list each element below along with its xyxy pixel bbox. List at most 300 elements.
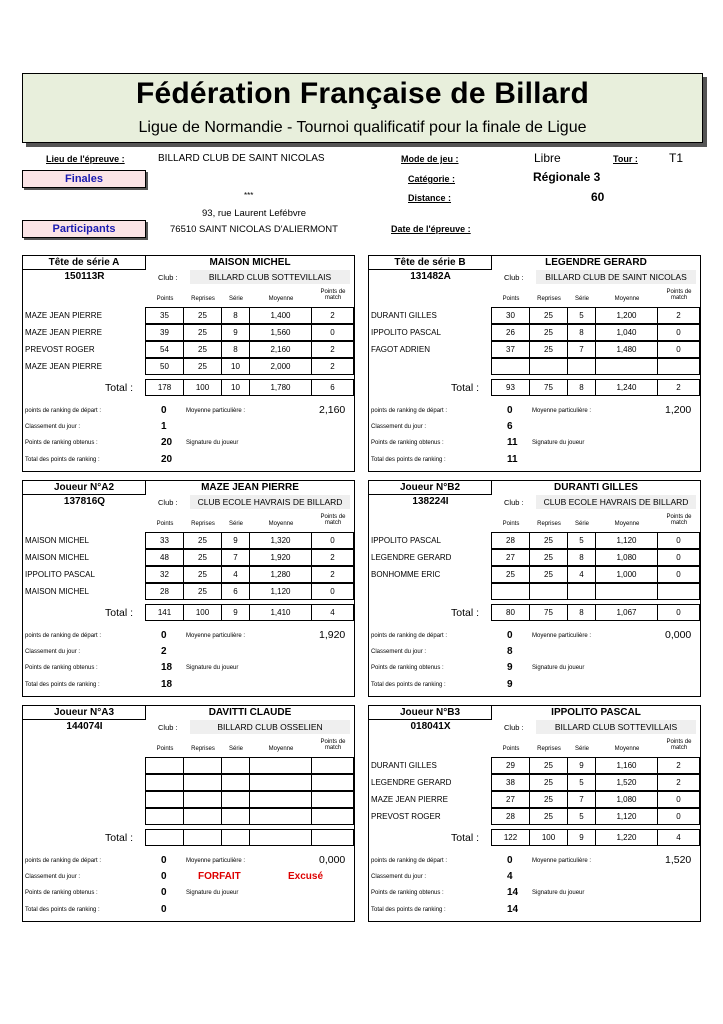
table-cell: 48 (145, 549, 184, 566)
date-label: Date de l'épreuve : (391, 224, 471, 234)
table-cell (183, 808, 222, 825)
player-panel (22, 705, 355, 922)
table-cell: 1,120 (595, 532, 658, 549)
player-name: IPPOLITO PASCAL (551, 707, 641, 718)
table-row (23, 775, 354, 792)
lieu-value: BILLARD CLUB DE SAINT NICOLAS (158, 153, 325, 164)
panel-label: Joueur N°A2 (23, 481, 146, 495)
total-cell: 6 (311, 379, 354, 396)
column-header-moyenne: Moyenne (614, 296, 640, 302)
forfait-text: FORFAIT (198, 871, 241, 882)
ranking-depart-value: 0 (507, 855, 513, 866)
table-cell: 25 (529, 324, 568, 341)
ranking-depart-label: points de ranking de départ : (25, 858, 102, 864)
table-cell: 1,320 (249, 532, 312, 549)
player-name: DAVITTI CLAUDE (208, 707, 292, 718)
column-header-points_match: Points de match (320, 739, 346, 751)
total-cell (145, 829, 184, 846)
table-cell: 10 (221, 358, 250, 375)
table-cell: 1,120 (595, 808, 658, 825)
column-header-reprises: Reprises (537, 296, 561, 302)
table-cell: 8 (567, 549, 596, 566)
ranking-obtenus-label: Points de ranking obtenus : (25, 665, 98, 671)
table-cell: 1,000 (595, 566, 658, 583)
player-name: MAISON MICHEL (209, 257, 291, 268)
table-row (369, 567, 700, 584)
table-cell: 1,400 (249, 307, 312, 324)
results-table (369, 533, 700, 601)
table-cell (491, 583, 530, 600)
moyenne-part-label: Moyenne particulière : (186, 633, 246, 639)
table-cell: 28 (145, 583, 184, 600)
ranking-obtenus-label: Points de ranking obtenus : (371, 440, 444, 446)
table-cell: 39 (145, 324, 184, 341)
ranking-obtenus-label: Points de ranking obtenus : (25, 440, 98, 446)
panel-label: Joueur N°B2 (369, 481, 492, 495)
table-cell: 1,280 (249, 566, 312, 583)
total-cell: 8 (567, 379, 596, 396)
total-ranking-value: 18 (161, 679, 173, 690)
player-licence: 137816Q (63, 496, 106, 507)
table-row (369, 775, 700, 792)
table-cell (145, 774, 184, 791)
total-ranking-value: 20 (161, 454, 173, 465)
table-cell: 0 (657, 808, 700, 825)
ranking-obtenus-label: Points de ranking obtenus : (371, 665, 444, 671)
moyenne-part-label: Moyenne particulière : (186, 858, 246, 864)
table-cell: 25 (529, 757, 568, 774)
table-row (23, 584, 354, 601)
column-header-points: Points (156, 521, 174, 527)
signature-label: Signature du joueur (532, 665, 585, 671)
total-cell: 75 (529, 604, 568, 621)
results-table (23, 758, 354, 826)
results-table (369, 758, 700, 826)
table-cell (145, 757, 184, 774)
column-header-points: Points (156, 746, 174, 752)
total-ranking-label: Total des points de ranking : (25, 907, 100, 913)
column-header-moyenne: Moyenne (614, 521, 640, 527)
classement-value: 4 (507, 871, 513, 882)
total-label: Total : (105, 382, 134, 394)
table-cell: 8 (221, 307, 250, 324)
table-cell: 0 (657, 791, 700, 808)
panel-label: Tête de série A (23, 256, 146, 270)
table-row (23, 758, 354, 775)
table-cell: 0 (657, 549, 700, 566)
classement-value: 8 (507, 646, 513, 657)
page-title: Fédération Française de Billard (135, 77, 589, 110)
moyenne-part-value: 0,000 (319, 854, 346, 866)
stars: *** (244, 191, 254, 200)
total-cell: 8 (567, 604, 596, 621)
table-cell: 26 (491, 324, 530, 341)
opponent-name: IPPOLITO PASCAL (25, 570, 95, 579)
table-cell (221, 791, 250, 808)
table-row (369, 584, 700, 601)
table-cell: 0 (311, 324, 354, 341)
table-cell: 1,080 (595, 549, 658, 566)
table-cell: 50 (145, 358, 184, 375)
player-club: BILLARD CLUB DE SAINT NICOLAS (536, 270, 696, 284)
table-cell (595, 583, 658, 600)
classement-label: Classement du jour : (25, 649, 81, 655)
table-cell: 9 (221, 532, 250, 549)
distance-label: Distance : (408, 193, 452, 203)
table-cell: 25 (529, 341, 568, 358)
table-cell (183, 791, 222, 808)
table-row (23, 567, 354, 584)
results-table (369, 308, 700, 376)
table-cell: 2 (311, 566, 354, 583)
opponent-name: LEGENDRE GERARD (371, 778, 452, 787)
table-cell: 2,000 (249, 358, 312, 375)
table-cell: 0 (311, 583, 354, 600)
total-cell: 10 (221, 379, 250, 396)
table-row (23, 342, 354, 359)
table-cell: 25 (529, 307, 568, 324)
ranking-depart-value: 0 (507, 630, 513, 641)
total-label: Total : (451, 382, 480, 394)
address-line1: 93, rue Laurent Lefébvre (202, 208, 307, 219)
table-cell (221, 774, 250, 791)
player-name: DURANTI GILLES (554, 482, 638, 493)
table-cell (567, 583, 596, 600)
classement-value: 0 (161, 871, 167, 882)
mode-label: Mode de jeu : (401, 154, 459, 164)
table-row (23, 308, 354, 325)
table-cell (657, 583, 700, 600)
table-cell (183, 757, 222, 774)
table-cell (145, 791, 184, 808)
table-cell: 4 (221, 566, 250, 583)
table-cell (221, 757, 250, 774)
table-cell: 28 (491, 808, 530, 825)
table-cell (657, 358, 700, 375)
table-cell: 25 (529, 774, 568, 791)
panel-label: Joueur N°A3 (23, 706, 146, 720)
club-label: Club : (158, 723, 178, 732)
column-header-moyenne: Moyenne (268, 296, 294, 302)
table-cell: 25 (529, 808, 568, 825)
table-cell: 25 (529, 791, 568, 808)
total-cell: 9 (567, 829, 596, 846)
opponent-name: MAZE JEAN PIERRE (25, 362, 102, 371)
club-label: Club : (504, 273, 524, 282)
ranking-obtenus-value: 20 (161, 437, 173, 448)
table-row (369, 342, 700, 359)
page-subtitle: Ligue de Normandie - Tournoi qualificatif pour la finale de Ligue (138, 119, 587, 136)
column-header-points_match: Points de match (320, 289, 346, 301)
moyenne-part-label: Moyenne particulière : (532, 633, 592, 639)
column-header-points: Points (156, 296, 174, 302)
table-cell: 0 (657, 566, 700, 583)
total-cell: 141 (145, 604, 184, 621)
player-licence: 131482A (410, 271, 451, 282)
table-cell: 5 (567, 808, 596, 825)
signature-label: Signature du joueur (532, 890, 585, 896)
total-cell: 1,067 (595, 604, 658, 621)
total-ranking-value: 0 (161, 904, 167, 915)
table-cell: 9 (567, 757, 596, 774)
table-cell: 0 (657, 324, 700, 341)
total-ranking-label: Total des points de ranking : (25, 682, 100, 688)
table-cell: 25 (183, 358, 222, 375)
total-cell (221, 829, 250, 846)
moyenne-part-value: 0,000 (665, 629, 692, 641)
moyenne-part-value: 1,200 (665, 404, 692, 416)
column-header-serie: Série (574, 746, 589, 752)
table-cell (567, 358, 596, 375)
signature-label: Signature du joueur (186, 890, 239, 896)
table-cell: 0 (657, 532, 700, 549)
table-cell: 2,160 (249, 341, 312, 358)
club-label: Club : (504, 498, 524, 507)
table-row (23, 550, 354, 567)
table-cell: 5 (567, 774, 596, 791)
table-cell: 25 (529, 566, 568, 583)
player-club: BILLARD CLUB SOTTEVILLAIS (190, 270, 350, 284)
player-club: CLUB ECOLE HAVRAIS DE BILLARD (190, 495, 350, 509)
ranking-obtenus-value: 9 (507, 662, 513, 673)
distance-value: 60 (591, 190, 605, 204)
table-cell: 35 (145, 307, 184, 324)
total-row (23, 605, 354, 622)
column-header-points_match: Points de match (666, 514, 692, 526)
table-cell: 1,120 (249, 583, 312, 600)
column-header-reprises: Reprises (537, 746, 561, 752)
table-row (369, 792, 700, 809)
table-cell: 25 (529, 532, 568, 549)
table-cell: 8 (221, 341, 250, 358)
ranking-depart-value: 0 (161, 855, 167, 866)
total-cell: 2 (657, 379, 700, 396)
total-ranking-label: Total des points de ranking : (371, 907, 446, 913)
column-header-serie: Série (228, 521, 243, 527)
club-label: Club : (158, 498, 178, 507)
table-cell (595, 358, 658, 375)
player-name: LEGENDRE GERARD (545, 257, 647, 268)
table-row (23, 533, 354, 550)
ranking-depart-label: points de ranking de départ : (371, 858, 448, 864)
table-cell: 1,200 (595, 307, 658, 324)
table-cell (311, 791, 354, 808)
opponent-name: LEGENDRE GERARD (371, 553, 452, 562)
table-cell: 29 (491, 757, 530, 774)
tour-label: Tour : (613, 154, 638, 164)
opponent-name: DURANTI GILLES (371, 761, 437, 770)
total-row (369, 605, 700, 622)
moyenne-part-value: 1,920 (319, 629, 346, 641)
total-cell: 1,220 (595, 829, 658, 846)
player-panel (368, 480, 701, 697)
club-label: Club : (158, 273, 178, 282)
total-row (369, 830, 700, 847)
ranking-obtenus-label: Points de ranking obtenus : (371, 890, 444, 896)
table-cell (529, 358, 568, 375)
total-ranking-label: Total des points de ranking : (371, 457, 446, 463)
opponent-name: PREVOST ROGER (371, 812, 441, 821)
moyenne-part-value: 2,160 (319, 404, 346, 416)
table-row (369, 550, 700, 567)
signature-label: Signature du joueur (186, 665, 239, 671)
table-cell (311, 757, 354, 774)
signature-label: Signature du joueur (532, 440, 585, 446)
table-cell (529, 583, 568, 600)
total-ranking-value: 11 (507, 454, 518, 465)
table-row (369, 308, 700, 325)
ranking-obtenus-label: Points de ranking obtenus : (25, 890, 98, 896)
total-cell (311, 829, 354, 846)
table-cell: 2 (311, 307, 354, 324)
table-cell: 27 (491, 549, 530, 566)
column-header-serie: Série (574, 296, 589, 302)
table-cell (249, 791, 312, 808)
results-table (23, 533, 354, 601)
column-header-moyenne: Moyenne (268, 521, 294, 527)
opponent-name: MAZE JEAN PIERRE (371, 795, 448, 804)
panel-label: Joueur N°B3 (369, 706, 492, 720)
total-row (23, 830, 354, 847)
ranking-obtenus-value: 0 (161, 887, 167, 898)
player-licence: 138224I (412, 496, 449, 507)
table-cell: 4 (567, 566, 596, 583)
opponent-name: PREVOST ROGER (25, 345, 95, 354)
table-cell: 37 (491, 341, 530, 358)
moyenne-part-label: Moyenne particulière : (532, 858, 592, 864)
finales-button[interactable]: Finales (22, 170, 146, 188)
table-cell: 7 (567, 791, 596, 808)
table-row (23, 792, 354, 809)
table-cell: 38 (491, 774, 530, 791)
table-cell: 0 (657, 341, 700, 358)
player-club: BILLARD CLUB OSSELIEN (190, 720, 350, 734)
total-cell: 4 (311, 604, 354, 621)
table-cell: 54 (145, 341, 184, 358)
club-label: Club : (504, 723, 524, 732)
moyenne-part-label: Moyenne particulière : (186, 408, 246, 414)
total-ranking-value: 9 (507, 679, 513, 690)
table-cell (183, 774, 222, 791)
table-cell (221, 808, 250, 825)
player-licence: 018041X (410, 721, 451, 732)
column-header-serie: Série (228, 746, 243, 752)
table-row (23, 325, 354, 342)
table-cell: 28 (491, 532, 530, 549)
table-cell: 1,480 (595, 341, 658, 358)
table-row (369, 809, 700, 826)
total-cell: 100 (183, 604, 222, 621)
table-cell: 7 (221, 549, 250, 566)
total-cell: 122 (491, 829, 530, 846)
ranking-depart-label: points de ranking de départ : (25, 408, 102, 414)
opponent-name: MAZE JEAN PIERRE (25, 311, 102, 320)
table-cell: 1,520 (595, 774, 658, 791)
ranking-depart-label: points de ranking de départ : (371, 408, 448, 414)
mode-value: Libre (534, 151, 561, 165)
table-cell: 25 (183, 307, 222, 324)
table-cell: 25 (183, 341, 222, 358)
ranking-depart-value: 0 (161, 405, 167, 416)
table-cell: 25 (183, 532, 222, 549)
column-header-points: Points (502, 746, 520, 752)
total-cell: 1,240 (595, 379, 658, 396)
table-cell: 1,080 (595, 791, 658, 808)
column-header-points_match: Points de match (320, 514, 346, 526)
address-line2: 76510 SAINT NICOLAS D'ALIERMONT (170, 224, 338, 235)
column-header-points_match: Points de match (666, 289, 692, 301)
table-cell: 32 (145, 566, 184, 583)
ranking-obtenus-value: 11 (507, 437, 518, 448)
opponent-name: MAZE JEAN PIERRE (25, 328, 102, 337)
table-cell: 6 (221, 583, 250, 600)
total-ranking-label: Total des points de ranking : (371, 682, 446, 688)
table-row (369, 533, 700, 550)
table-cell: 7 (567, 341, 596, 358)
ranking-obtenus-value: 14 (507, 887, 519, 898)
moyenne-part-value: 1,520 (665, 854, 692, 866)
column-header-points: Points (502, 521, 520, 527)
player-panel (22, 255, 355, 472)
column-header-points_match: Points de match (666, 739, 692, 751)
ranking-depart-value: 0 (507, 405, 513, 416)
excuse-text: Excusé (288, 871, 324, 882)
table-cell: 5 (567, 307, 596, 324)
player-panel (368, 705, 701, 922)
table-cell: 25 (183, 324, 222, 341)
table-cell: 9 (221, 324, 250, 341)
table-row (369, 325, 700, 342)
ranking-obtenus-value: 18 (161, 662, 173, 673)
table-cell: 1,560 (249, 324, 312, 341)
table-cell (145, 808, 184, 825)
table-cell (249, 774, 312, 791)
total-ranking-value: 14 (507, 904, 519, 915)
categorie-value: Régionale 3 (533, 170, 601, 184)
column-header-reprises: Reprises (537, 521, 561, 527)
table-cell: 25 (183, 583, 222, 600)
total-cell: 93 (491, 379, 530, 396)
player-club: BILLARD CLUB SOTTEVILLAIS (536, 720, 696, 734)
opponent-name: DURANTI GILLES (371, 311, 437, 320)
player-licence: 150113R (64, 271, 105, 282)
table-cell (311, 774, 354, 791)
table-row (23, 359, 354, 376)
table-cell: 8 (567, 324, 596, 341)
total-cell: 80 (491, 604, 530, 621)
table-cell: 0 (311, 532, 354, 549)
participants-button[interactable]: Participants (22, 220, 146, 238)
column-header-moyenne: Moyenne (614, 746, 640, 752)
column-header-serie: Série (574, 521, 589, 527)
signature-label: Signature du joueur (186, 440, 239, 446)
total-label: Total : (451, 607, 480, 619)
player-panel (22, 480, 355, 697)
ranking-depart-label: points de ranking de départ : (371, 633, 448, 639)
player-licence: 144074I (66, 721, 103, 732)
table-cell: 27 (491, 791, 530, 808)
total-cell: 100 (183, 379, 222, 396)
total-label: Total : (105, 607, 134, 619)
table-row (369, 758, 700, 775)
column-header-moyenne: Moyenne (268, 746, 294, 752)
total-cell: 4 (657, 829, 700, 846)
opponent-name: IPPOLITO PASCAL (371, 536, 441, 545)
total-row (23, 380, 354, 397)
table-cell: 2 (311, 358, 354, 375)
table-cell: 2 (657, 307, 700, 324)
opponent-name: BONHOMME ERIC (371, 570, 441, 579)
